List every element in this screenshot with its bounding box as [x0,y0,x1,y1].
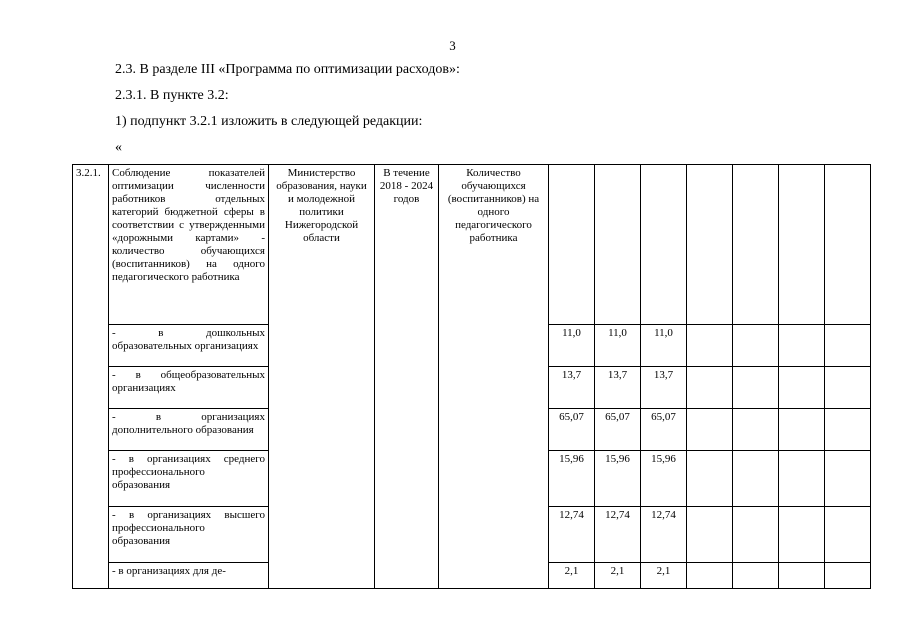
empty-cell [549,165,595,325]
row-label: - в организациях высшего профессионального образования [109,507,269,563]
value-cell: 2,1 [549,563,595,589]
empty-cell [825,563,871,589]
row-label: - в организациях для де- [109,563,269,589]
empty-cell [595,165,641,325]
empty-cell [687,409,733,451]
value-cell: 12,74 [595,507,641,563]
value-cell: 2,1 [595,563,641,589]
item-number-cell: 3.2.1. [73,165,109,589]
row-label: - в организациях среднего профессионального образования [109,451,269,507]
paragraph-section: 2.3. В разделе III «Программа по оптимизации расходов»: [115,62,460,77]
empty-cell [825,507,871,563]
value-cell: 13,7 [641,367,687,409]
empty-cell [687,325,733,367]
measures-table [72,164,871,589]
value-cell: 15,96 [641,451,687,507]
value-cell: 65,07 [641,409,687,451]
period-cell: В течение 2018 - 2024 годов [375,165,439,589]
empty-cell [641,165,687,325]
value-cell: 11,0 [595,325,641,367]
row-label: - в дошкольных образовательных организациях [109,325,269,367]
empty-cell [687,165,733,325]
empty-cell [825,367,871,409]
value-cell: 11,0 [549,325,595,367]
empty-cell [779,409,825,451]
empty-cell [733,367,779,409]
table-header-row [73,165,871,325]
empty-cell [733,165,779,325]
empty-cell [687,451,733,507]
value-cell: 13,7 [549,367,595,409]
empty-cell [779,451,825,507]
empty-cell [733,507,779,563]
empty-cell [733,563,779,589]
value-cell: 12,74 [549,507,595,563]
row-label: - в организациях дополнительного образования [109,409,269,451]
value-cell: 65,07 [549,409,595,451]
value-cell: 15,96 [595,451,641,507]
empty-cell [687,507,733,563]
paragraph-subpoint: 1) подпункт 3.2.1 изложить в следующей редакции: [115,114,423,129]
empty-cell [779,563,825,589]
value-cell: 2,1 [641,563,687,589]
opening-quote: « [115,140,122,155]
row-label: - в общеобразовательных организациях [109,367,269,409]
value-cell: 12,74 [641,507,687,563]
empty-cell [779,367,825,409]
page-number: 3 [449,38,456,53]
empty-cell [825,451,871,507]
empty-cell [779,507,825,563]
empty-cell [733,409,779,451]
value-cell: 15,96 [549,451,595,507]
empty-cell [733,451,779,507]
empty-cell [825,409,871,451]
responsible-cell: Министерство образования, науки и молодежной политики Нижегородской области [269,165,375,589]
empty-cell [733,325,779,367]
indicator-cell: Соблюдение показателей оптимизации численности работников отдельных категорий бюджетной сферы в соответствии с утвержденными «дорожными картами» - количество обучающихся (воспитанников) на одного педагогического работника [109,165,269,325]
empty-cell [687,563,733,589]
empty-cell [825,325,871,367]
value-cell: 65,07 [595,409,641,451]
empty-cell [779,325,825,367]
unit-cell: Количество обучающихся (воспитанников) на одного педагогического работника [439,165,549,589]
empty-cell [779,165,825,325]
paragraph-point: 2.3.1. В пункте 3.2: [115,88,229,103]
value-cell: 13,7 [595,367,641,409]
empty-cell [687,367,733,409]
empty-cell [825,165,871,325]
value-cell: 11,0 [641,325,687,367]
